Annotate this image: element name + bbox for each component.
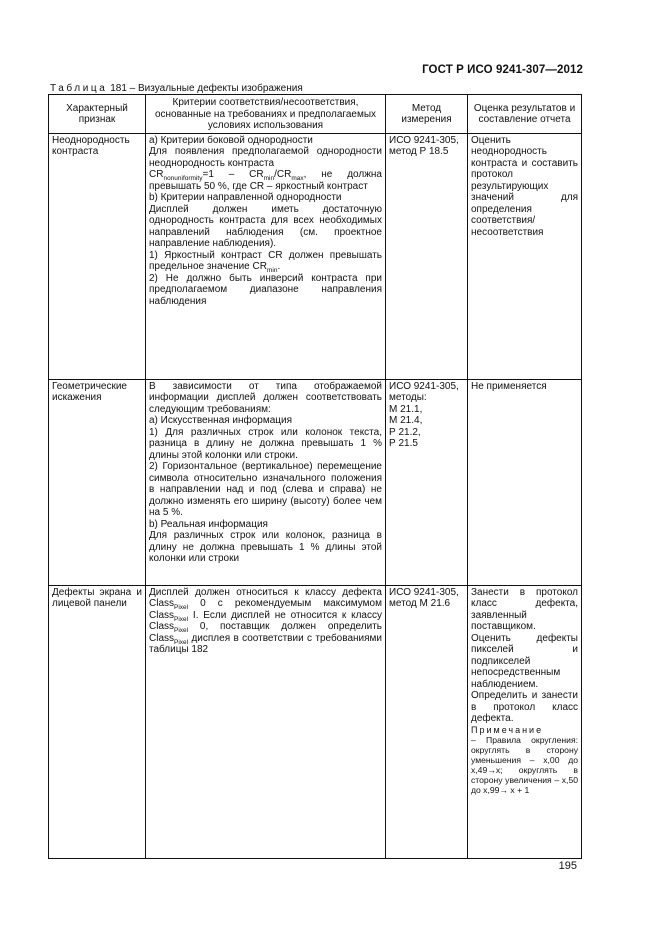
table-row bbox=[49, 379, 582, 585]
criteria-line: 2) Не должно быть инверсий контраста при предполагаемом диапазоне направления наблюдения bbox=[149, 272, 382, 307]
criteria-line: Дисплей должен относиться к классу дефекта Class$_{Pixel}$ 0 с рекомендуемым максимумом Class$_{Pixel}$ I. Если дисплей не относится к классу Class$_{Pixel}$ 0, поставщик должен определить Class$_{Pixel}$ дисплея в соответствии с требованиями таблицы 182 bbox=[149, 586, 382, 655]
column-header-method: Метод измерения bbox=[386, 95, 468, 134]
criteria-line: a) Критерии боковой однородности bbox=[149, 134, 313, 146]
method-cell bbox=[386, 379, 468, 585]
method-label: ИСО 9241-305, методы: bbox=[389, 380, 459, 403]
assessment-cell: Оценить неоднородность контраста и составить протокол результирующих значений для определения соответствия/несоответствия bbox=[468, 133, 582, 379]
method-cell: ИСО 9241-305, метод М 21.6 bbox=[386, 585, 468, 858]
feature-cell: Дефекты экрана и лицевой панели bbox=[49, 585, 146, 858]
visual-defects-table bbox=[48, 94, 582, 859]
method-item: Р 21.2, bbox=[389, 426, 421, 438]
criteria-line: 1) Яркостный контраст CR должен превышать предельное значение $CR_{min}$. bbox=[149, 249, 382, 274]
criteria-line: b) Критерии направленной однородности bbox=[149, 192, 342, 203]
assessment-line: Занести в протокол класс дефекта, заявленный поставщиком. bbox=[471, 586, 578, 632]
note-label: Примечание bbox=[471, 724, 544, 735]
table-row bbox=[49, 133, 582, 379]
table-header-row bbox=[49, 95, 582, 134]
criteria-line: 1) Для различных строк или колонок текста, разница в длину не должна превышать 1 % длины этой колонки или строки. bbox=[149, 426, 382, 461]
column-header-criteria: Критерии соответствия/несоответствия, основанные на требованиях и предполагаемых условиях использования bbox=[146, 95, 386, 134]
assessment-cell bbox=[468, 585, 582, 858]
criteria-cell bbox=[146, 379, 386, 585]
criteria-line: Дисплей должен иметь достаточную однородность контраста для всех необходимых направлений наблюдения (см. проектное направление наблюдения). bbox=[149, 203, 382, 249]
method-item: М 21.4, bbox=[389, 415, 423, 426]
method-item: М 21.1, bbox=[389, 403, 423, 415]
document-code: ГОСТ Р ИСО 9241-307—2012 bbox=[422, 64, 583, 76]
assessment-line: Оценить дефекты пикселей и подпикселей непосредственным наблюдением. bbox=[471, 632, 578, 690]
page-number: 195 bbox=[558, 860, 577, 872]
criteria-line: b) Реальная информация bbox=[149, 518, 268, 530]
table-caption bbox=[50, 83, 303, 94]
criteria-line: Для различных строк или колонок, разница в длину не должна превышать 1 % длины этой колонки или строки bbox=[149, 530, 382, 564]
assessment-cell: Не применяется bbox=[468, 379, 582, 585]
table-row bbox=[49, 585, 582, 858]
feature-cell: Неоднородность контраста bbox=[49, 133, 146, 379]
criteria-line: Для появления предполагаемой однородности неоднородность контраста bbox=[149, 146, 382, 169]
criteria-cell bbox=[146, 585, 386, 858]
assessment-line: Определить и занести в протокол класс дефекта. bbox=[471, 690, 578, 724]
method-item: Р 21.5 bbox=[389, 438, 418, 449]
table-caption-title: – Визуальные дефекты изображения bbox=[129, 83, 303, 94]
method-cell: ИСО 9241-305, метод Р 18.5 bbox=[386, 133, 468, 379]
criteria-cell bbox=[146, 133, 386, 379]
criteria-line: В зависимости от типа отображаемой информации дисплей должен соответствовать следующим требованиям: bbox=[149, 380, 382, 415]
table-caption-number: 181 bbox=[110, 83, 127, 94]
criteria-line: a) Искусственная информация bbox=[149, 415, 292, 426]
feature-cell: Геометрические искажения bbox=[49, 379, 146, 585]
note-text: – Правила округления: округлять в сторону уменьшения – x,00 до x,49→x; округлять в сторону увеличения – x,50 до x,99→ x + 1 bbox=[471, 734, 578, 795]
table-caption-label: Таблица bbox=[50, 83, 108, 94]
criteria-line: $CR_{nonuniformity}=1 - CR_{min}/CR_{max}$, не должна превышать 50 %, где CR – яркостный контраст bbox=[149, 169, 382, 192]
column-header-assessment: Оценка результатов и составление отчета bbox=[468, 95, 582, 134]
criteria-line: 2) Горизонтальное (вертикальное) перемещение символа относительно изначального положения в направлении над и под (слева и справа) не должно изменять его ширину (высоту) более чем на 5 %. bbox=[149, 461, 382, 518]
column-header-feature: Характерный признак bbox=[49, 95, 146, 134]
